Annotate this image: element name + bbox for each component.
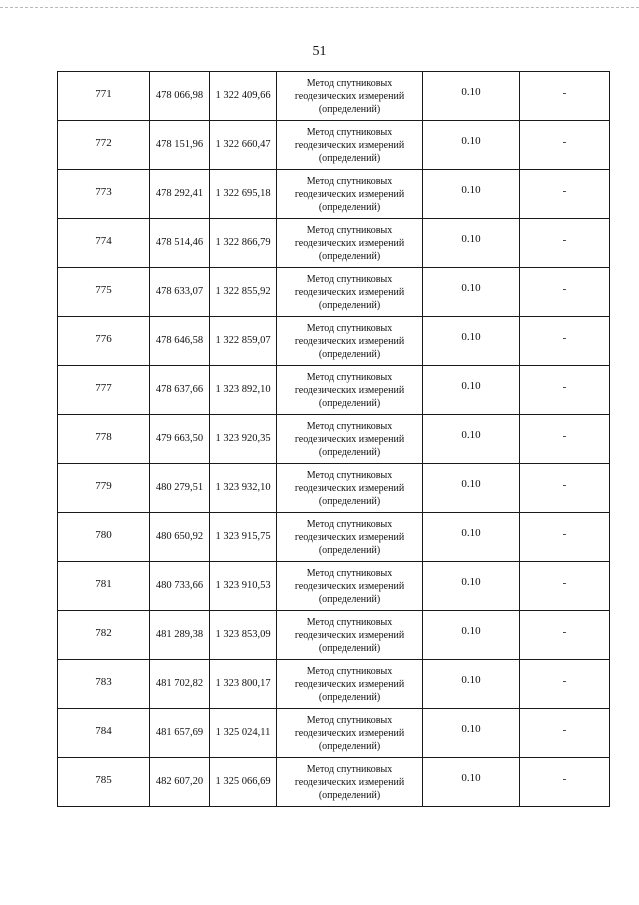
x-coordinate-cell: 478 637,66 (150, 366, 210, 415)
x-coordinate-cell: 481 702,82 (150, 660, 210, 709)
method-line: (определений) (318, 740, 381, 752)
y-coordinate-cell: 1 322 695,18 (210, 170, 277, 219)
method-line: (определений) (318, 691, 381, 703)
method-cell (277, 366, 423, 415)
x-coordinate-cell: 478 646,58 (150, 317, 210, 366)
accuracy-cell: 0.10 (423, 415, 520, 464)
point-number-cell: 776 (58, 317, 150, 366)
method-line: (определений) (318, 152, 381, 164)
extra-cell: - (520, 513, 610, 562)
method-line: (определений) (318, 789, 381, 801)
method-line: геодезических измерений (294, 335, 405, 347)
x-coordinate-cell: 482 607,20 (150, 758, 210, 807)
method-line: геодезических измерений (294, 776, 405, 788)
y-coordinate-cell: 1 323 892,10 (210, 366, 277, 415)
method-line: Метод спутниковых (306, 273, 393, 285)
method-line: (определений) (318, 201, 381, 213)
method-line: Метод спутниковых (306, 665, 393, 677)
extra-cell: - (520, 709, 610, 758)
extra-cell: - (520, 366, 610, 415)
method-line: (определений) (318, 544, 381, 556)
point-number-cell: 773 (58, 170, 150, 219)
x-coordinate-cell: 478 633,07 (150, 268, 210, 317)
point-number-cell: 775 (58, 268, 150, 317)
table-row (58, 562, 610, 611)
page-number: 51 (312, 44, 327, 59)
y-coordinate-cell: 1 323 915,75 (210, 513, 277, 562)
y-coordinate-cell: 1 323 920,35 (210, 415, 277, 464)
method-line: Метод спутниковых (306, 77, 393, 89)
point-number-cell: 785 (58, 758, 150, 807)
point-number-cell: 779 (58, 464, 150, 513)
extra-cell: - (520, 660, 610, 709)
method-line: Метод спутниковых (306, 616, 393, 628)
method-cell (277, 317, 423, 366)
method-line: Метод спутниковых (306, 420, 393, 432)
table-row (58, 268, 610, 317)
extra-cell: - (520, 758, 610, 807)
extra-cell: - (520, 219, 610, 268)
method-line: Метод спутниковых (306, 175, 393, 187)
table-row (58, 513, 610, 562)
accuracy-cell: 0.10 (423, 709, 520, 758)
y-coordinate-cell: 1 323 910,53 (210, 562, 277, 611)
point-number-cell: 777 (58, 366, 150, 415)
table-row (58, 660, 610, 709)
y-coordinate-cell: 1 325 024,11 (210, 709, 277, 758)
method-cell (277, 464, 423, 513)
accuracy-cell: 0.10 (423, 121, 520, 170)
method-line: геодезических измерений (294, 629, 405, 641)
accuracy-cell: 0.10 (423, 513, 520, 562)
accuracy-cell: 0.10 (423, 611, 520, 660)
point-number-cell: 784 (58, 709, 150, 758)
x-coordinate-cell: 481 657,69 (150, 709, 210, 758)
point-number-cell: 774 (58, 219, 150, 268)
point-number-cell: 772 (58, 121, 150, 170)
table-row (58, 709, 610, 758)
table-row (58, 170, 610, 219)
point-number-cell: 778 (58, 415, 150, 464)
table-row (58, 415, 610, 464)
x-coordinate-cell: 481 289,38 (150, 611, 210, 660)
y-coordinate-cell: 1 323 932,10 (210, 464, 277, 513)
method-line: геодезических измерений (294, 90, 405, 102)
extra-cell: - (520, 268, 610, 317)
x-coordinate-cell: 478 292,41 (150, 170, 210, 219)
method-cell (277, 660, 423, 709)
method-cell (277, 219, 423, 268)
extra-cell: - (520, 317, 610, 366)
table-row (58, 366, 610, 415)
accuracy-cell: 0.10 (423, 562, 520, 611)
method-line: (определений) (318, 299, 381, 311)
y-coordinate-cell: 1 322 866,79 (210, 219, 277, 268)
method-line: (определений) (318, 348, 381, 360)
method-cell (277, 170, 423, 219)
method-line: геодезических измерений (294, 482, 405, 494)
method-line: геодезических измерений (294, 433, 405, 445)
point-number-cell: 783 (58, 660, 150, 709)
extra-cell: - (520, 121, 610, 170)
method-cell (277, 513, 423, 562)
method-line: Метод спутниковых (306, 567, 393, 579)
y-coordinate-cell: 1 323 800,17 (210, 660, 277, 709)
accuracy-cell: 0.10 (423, 660, 520, 709)
y-coordinate-cell: 1 323 853,09 (210, 611, 277, 660)
method-cell (277, 611, 423, 660)
accuracy-cell: 0.10 (423, 170, 520, 219)
accuracy-cell: 0.10 (423, 219, 520, 268)
method-line: геодезических измерений (294, 139, 405, 151)
method-cell (277, 121, 423, 170)
y-coordinate-cell: 1 322 660,47 (210, 121, 277, 170)
x-coordinate-cell: 478 514,46 (150, 219, 210, 268)
accuracy-cell: 0.10 (423, 317, 520, 366)
accuracy-cell: 0.10 (423, 72, 520, 121)
extra-cell: - (520, 611, 610, 660)
method-line: геодезических измерений (294, 286, 405, 298)
table-row (58, 121, 610, 170)
method-line: геодезических измерений (294, 678, 405, 690)
x-coordinate-cell: 478 066,98 (150, 72, 210, 121)
extra-cell: - (520, 464, 610, 513)
x-coordinate-cell: 480 279,51 (150, 464, 210, 513)
table-row (58, 758, 610, 807)
table-row (58, 464, 610, 513)
accuracy-cell: 0.10 (423, 758, 520, 807)
method-line: Метод спутниковых (306, 126, 393, 138)
method-cell (277, 415, 423, 464)
method-line: (определений) (318, 593, 381, 605)
x-coordinate-cell: 479 663,50 (150, 415, 210, 464)
method-line: геодезических измерений (294, 580, 405, 592)
method-line: (определений) (318, 446, 381, 458)
method-line: (определений) (318, 642, 381, 654)
point-number-cell: 781 (58, 562, 150, 611)
method-line: Метод спутниковых (306, 518, 393, 530)
extra-cell: - (520, 415, 610, 464)
point-number-cell: 782 (58, 611, 150, 660)
x-coordinate-cell: 478 151,96 (150, 121, 210, 170)
extra-cell: - (520, 170, 610, 219)
accuracy-cell: 0.10 (423, 268, 520, 317)
y-coordinate-cell: 1 322 409,66 (210, 72, 277, 121)
method-line: (определений) (318, 103, 381, 115)
method-cell (277, 562, 423, 611)
method-line: (определений) (318, 397, 381, 409)
method-line: Метод спутниковых (306, 371, 393, 383)
method-cell (277, 72, 423, 121)
method-line: Метод спутниковых (306, 714, 393, 726)
method-cell (277, 758, 423, 807)
table-row (58, 611, 610, 660)
extra-cell: - (520, 72, 610, 121)
scan-top-edge (0, 7, 639, 8)
accuracy-cell: 0.10 (423, 366, 520, 415)
method-line: геодезических измерений (294, 188, 405, 200)
x-coordinate-cell: 480 733,66 (150, 562, 210, 611)
method-line: геодезических измерений (294, 237, 405, 249)
method-line: Метод спутниковых (306, 763, 393, 775)
method-cell (277, 709, 423, 758)
coordinates-table-body (58, 72, 610, 807)
x-coordinate-cell: 480 650,92 (150, 513, 210, 562)
point-number-cell: 771 (58, 72, 150, 121)
method-line: геодезических измерений (294, 384, 405, 396)
accuracy-cell: 0.10 (423, 464, 520, 513)
method-line: (определений) (318, 250, 381, 262)
y-coordinate-cell: 1 325 066,69 (210, 758, 277, 807)
method-line: геодезических измерений (294, 727, 405, 739)
y-coordinate-cell: 1 322 859,07 (210, 317, 277, 366)
method-cell (277, 268, 423, 317)
method-line: (определений) (318, 495, 381, 507)
method-line: Метод спутниковых (306, 469, 393, 481)
extra-cell: - (520, 562, 610, 611)
method-line: геодезических измерений (294, 531, 405, 543)
y-coordinate-cell: 1 322 855,92 (210, 268, 277, 317)
table-row (58, 317, 610, 366)
method-line: Метод спутниковых (306, 322, 393, 334)
point-number-cell: 780 (58, 513, 150, 562)
table-row (58, 72, 610, 121)
table-row (58, 219, 610, 268)
coordinates-table (57, 71, 610, 807)
method-line: Метод спутниковых (306, 224, 393, 236)
